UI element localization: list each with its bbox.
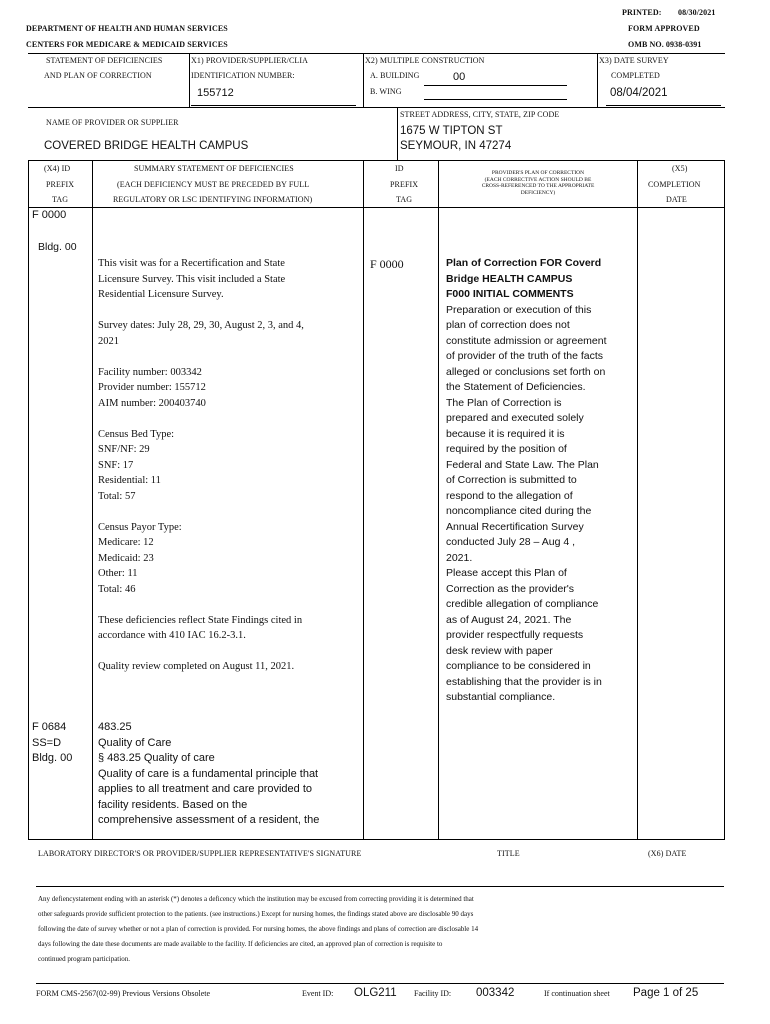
id-label: ID (395, 164, 404, 173)
x4-tag-label: TAG (52, 195, 69, 204)
department-name: DEPARTMENT OF HEALTH AND HUMAN SERVICES (26, 24, 228, 33)
summary-quality-of-care: 483.25 Quality of Care § 483.25 Quality of care Quality of care is a fundamental principle that applies to all treatment and care provided to facility residents. Based on the comprehensive assessment of a resident, the (98, 721, 320, 826)
omb-number: OMB NO. 0938-0391 (628, 40, 702, 49)
x1-label: X1) PROVIDER/SUPPLIER/CLIA (191, 56, 309, 65)
date-label: DATE (666, 195, 687, 204)
x4-label: (X4) ID (44, 164, 71, 173)
bldg-00: Bldg. 00 (38, 241, 77, 253)
form-number: FORM CMS-2567(02-99) Previous Versions Obsolete (36, 989, 211, 998)
address-label: STREET ADDRESS, CITY, STATE, ZIP CODE (400, 110, 560, 119)
plan-label: AND PLAN OF CORRECTION (44, 71, 152, 80)
provider-id-value: 155712 (197, 87, 234, 99)
address-line1: 1675 W TIPTON ST (400, 125, 503, 137)
title-label: TITLE (497, 849, 520, 858)
x1-id-label: IDENTIFICATION NUMBER: (191, 71, 295, 80)
poc-title: Plan of Correction FOR Coverd Bridge HEALTH CAMPUS F000 INITIAL COMMENTS (446, 257, 602, 300)
x4-prefix-label: PREFIX (46, 180, 75, 189)
event-id-label: Event ID: (302, 989, 334, 998)
wing-label: B. WING (370, 87, 402, 96)
facility-id-label: Facility ID: (414, 989, 452, 998)
summary-sub1: (EACH DEFICIENCY MUST BE PRECEDED BY FULL (117, 180, 310, 189)
x5-label: (X5) (672, 164, 688, 173)
address-line2: SEYMOUR, IN 47274 (400, 140, 512, 152)
facility-id-value: 003342 (476, 987, 515, 999)
page-number: Page 1 of 25 (633, 987, 699, 999)
printed-label: PRINTED: (622, 8, 662, 17)
summary-recertification: This visit was for a Recertification and State Licensure Survey. This visit included a State Residential Licensure Survey. Survey dates: July 28, 29, 30, August 2, 3, and 4, 2021 Facility number: 003342 Provider number: 155712 AIM number: 200403740 Census Bed Type: SNF/NF: 29 SNF: 17 Residential: 11 Total: 57 Census Payor Type: Medicare: 12 Medicaid: 23 Other: 11 Total: 46 These deficiencies reflect State Findings cited in accordance with 410 IAC 16.2-3.1. Quality review completed on August 11, 2021. (98, 258, 304, 672)
building-value: 00 (453, 71, 466, 83)
signature-label: LABORATORY DIRECTOR'S OR PROVIDER/SUPPLIER REPRESENTATIVE'S SIGNATURE (38, 849, 362, 858)
building-label: A. BUILDING (370, 71, 420, 80)
form-approved: FORM APPROVED (628, 24, 700, 33)
continuation-label: If continuation sheet (544, 989, 610, 998)
tag-f0000: F 0000 (32, 209, 67, 221)
summary-sub2: REGULATORY OR LSC IDENTIFYING INFORMATION) (113, 195, 313, 204)
completion-label: COMPLETION (648, 180, 701, 189)
poc-heading: PROVIDER'S PLAN OF CORRECTION (EACH CORRECTIVE ACTION SHOULD BE CROSS-REFERENCED TO THE APPROPRIATE DEFICIENCY) (481, 170, 595, 196)
statement-label: STATEMENT OF DEFICIENCIES (46, 56, 163, 65)
provider-name-value: COVERED BRIDGE HEALTH CAMPUS (44, 140, 249, 152)
id-tag-label: TAG (396, 195, 413, 204)
x2-label: X2) MULTIPLE CONSTRUCTION (365, 56, 485, 65)
id-tag-f0000: F 0000 (370, 257, 404, 271)
x6-date-label: (X6) DATE (648, 849, 687, 858)
survey-completed-date: 08/04/2021 (610, 87, 668, 99)
x3-label: X3) DATE SURVEY (599, 56, 669, 65)
summary-heading: SUMMARY STATEMENT OF DEFICIENCIES (134, 164, 294, 173)
event-id-value: OLG211 (354, 987, 397, 999)
id-prefix-label: PREFIX (390, 180, 419, 189)
provider-name-label: NAME OF PROVIDER OR SUPPLIER (46, 118, 179, 127)
disclosure-footnote: Any defiencystatement ending with an asterisk (*) denotes a deficency which the institution may be excused from correcting providing it is determined that other safeguards provide sufficient protection to the patients. (see instructions.) Except for nursing homes, the findings stated above are disclosable 90 days following the date of survey whether or not a plan of correction is provided. For nursing homes, the above findings and plans of correction are disclosable 14 days following the date these documents are made available to the facility. If deficiencies are cited, an approved plan of correction is requisite to continued program participation. (38, 895, 479, 963)
completed-label: COMPLETED (611, 71, 660, 80)
centers-name: CENTERS FOR MEDICARE & MEDICAID SERVICES (26, 40, 228, 49)
tag-f0684: F 0684 SS=D Bldg. 00 (32, 721, 73, 764)
poc-initial-comments: Preparation or execution of this plan of correction does not constitute admission or agreement of provider of the truth of the facts alleged or conclusions set forth on the Statement of Deficiencies. The Plan of Correction is prepared and executed solely because it is required it is required by the position of Federal and State Law. The Plan of Correction is submitted to respond to the allegation of noncompliance cited during the Annual Recertification Survey conducted July 28 – Aug 4 , 2021. Please accept this Plan of Correction as the provider's credible allegation of compliance as of August 24, 2021. The provider respectfully requests desk review with paper compliance to be considered in establishing that the provider is in substantial compliance. (446, 303, 607, 703)
printed-date: 08/30/2021 (678, 8, 716, 17)
